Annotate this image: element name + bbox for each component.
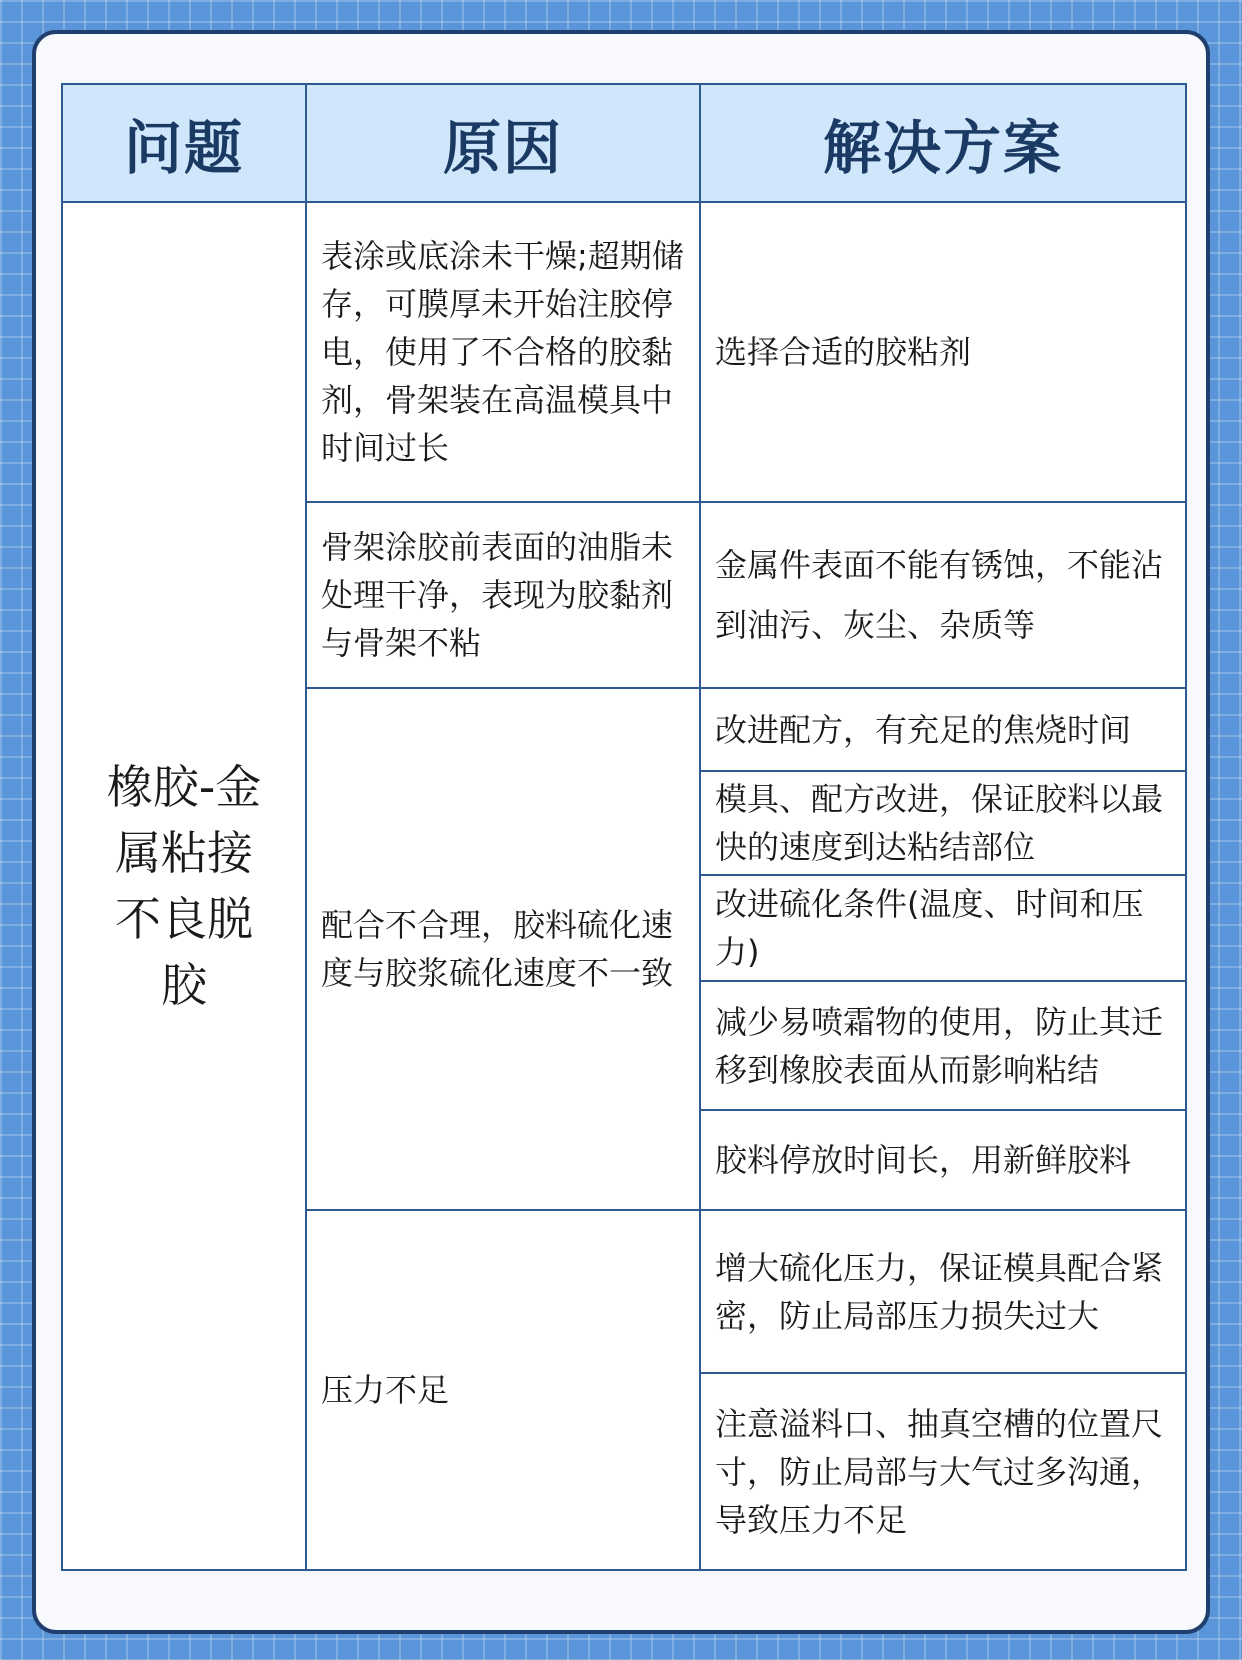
solution-cell: 模具、配方改进，保证胶料以最快的速度到达粘结部位: [700, 771, 1186, 875]
solution-cell: 选择合适的胶粘剂: [700, 202, 1186, 502]
cause-cell: 骨架涂胶前表面的油脂未处理干净，表现为胶黏剂与骨架不粘: [306, 502, 700, 688]
header-cause: 原因: [306, 84, 700, 202]
content-card: [32, 30, 1210, 1634]
header-problem: 问题: [62, 84, 306, 202]
header-solution: 解决方案: [700, 84, 1186, 202]
solution-cell: 金属件表面不能有锈蚀，不能沾到油污、灰尘、杂质等: [700, 502, 1186, 688]
solution-cell: 胶料停放时间长，用新鲜胶料: [700, 1110, 1186, 1210]
solution-cell: 改进配方，有充足的焦烧时间: [700, 688, 1186, 771]
cause-cell: 表涂或底涂未干燥;超期储存，可膜厚未开始注胶停电，使用了不合格的胶黏剂，骨架装在高温模具中时间过长: [306, 202, 700, 502]
solution-cell: 注意溢料口、抽真空槽的位置尺寸，防止局部与大气过多沟通，导致压力不足: [700, 1373, 1186, 1570]
table-header-row: [62, 84, 1186, 202]
table-row: [62, 202, 1186, 502]
cause-cell: 配合不合理，胶料硫化速度与胶浆硫化速度不一致: [306, 688, 700, 1210]
solution-cell: 增大硫化压力，保证模具配合紧密，防止局部压力损失过大: [700, 1210, 1186, 1373]
solution-cell: 改进硫化条件(温度、时间和压力): [700, 875, 1186, 981]
cause-cell: 压力不足: [306, 1210, 700, 1570]
solution-cell: 减少易喷霜物的使用，防止其迁移到橡胶表面从而影响粘结: [700, 981, 1186, 1110]
problem-cell: 橡胶-金属粘接不良脱胶: [62, 202, 306, 1570]
problem-cause-solution-table: [61, 83, 1187, 1571]
